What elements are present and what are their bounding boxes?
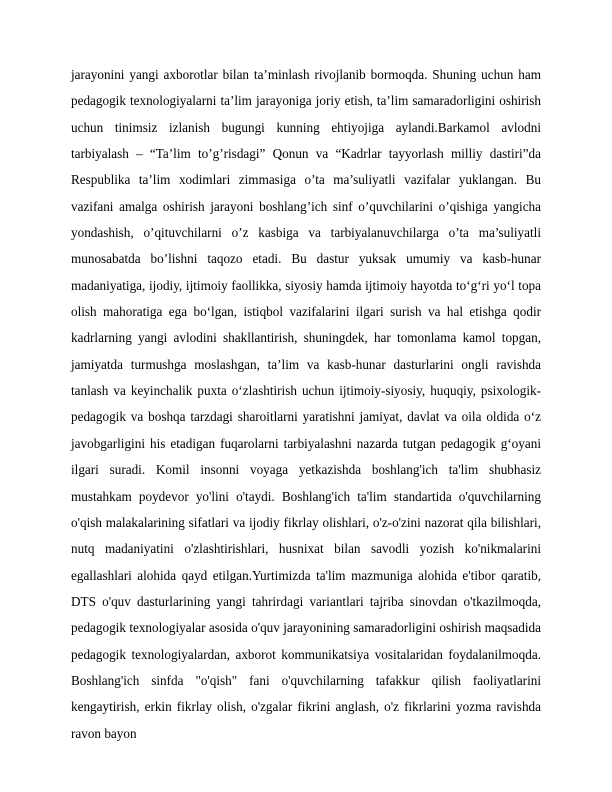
body-paragraph: jarayonini yangi axborotlar bilan ta’minlash rivojlanib bormoqda. Shuning uchun ham pedagogik texnologiyalarni ta’lim jarayoniga joriy etish, ta’lim samaradorligini oshirish uchun tinimsiz izlanish bugungi kunning ehtiyojiga aylandi.Barkamol avlodni tarbiyalash – “Ta’lim to’g’risdagi” Qonun va “Kadrlar tayyorlash milliy dastiri”da Respublika ta’lim xodimlari zimmasiga o’ta ma’suliyatli vazifalar yuklangan. Bu vazifani amalga oshirish jarayoni boshlang’ich sinf o’quvchilarini o’qishiga yangicha yondashish, o’qituvchilarni o’z kasbiga va tarbiyalanuvchilarga o’ta ma’suliyatli munosabatda bo’lishni taqozo etadi. Bu dastur yuksak umumiy va kasb-hunar madaniyatiga, ijodiy, ijtimoiy faollikka, siyosiy hamda ijtimoiy hayotda toʻgʻri yoʻl topa olish mahoratiga ega boʻlgan, istiqbol vazifalarini ilgari surish va hal etishga qodir kadrlarning yangi avlodini shakllantirish, shuningdek, har tomonlama kamol topgan, jamiyatda turmushga moslashgan, ta’lim va kasb-hunar dasturlarini ongli ravishda tanlash va keyinchalik puxta oʻzlashtirish uchun ijtimoiy-siyosiy, huquqiy, psixologik-pedagogik va boshqa tarzdagi sharoitlarni yaratishni jamiyat, davlat va oila oldida oʻz javobgarligini his etadigan fuqarolarni tarbiyalashni nazarda tutgan pedagogik gʻoyani ilgari suradi. Komil insonni voyaga yetkazishda boshlang'ich ta'lim shubhasiz mustahkam poydevor yo'lini o'taydi. Boshlang'ich ta'lim standartida o'quvchilarning o'qish malakalarining sifatlari va ijodiy fikrlay olishlari, o'z-o'zini nazorat qila bilishlari, nutq madaniyatini o'zlashtirishlari, husnixat bilan savodli yozish ko'nikmalarini egallashlari alohida qayd etilgan.Yurtimizda ta'lim mazmuniga alohida e'tibor qaratib, DTS o'quv dasturlarining yangi tahrirdagi variantlari tajriba sinovdan o'tkazilmoqda, pedagogik texnologiyalar asosida o'quv jarayonining samaradorligini oshirish maqsadida pedagogik texnologiyalardan, axborot kommunikatsiya vositalaridan foydalanilmoqda. Boshlang'ich sinfda "o'qish" fani o'quvchilarning tafakkur qilish faoliyatlarini kengaytirish, erkin fikrlay olish, o'zgalar fikrini anglash, o'z fikrlarini yozma ravishda ravon bayon — [71, 67, 541, 741]
body-text-block — [71, 62, 541, 747]
